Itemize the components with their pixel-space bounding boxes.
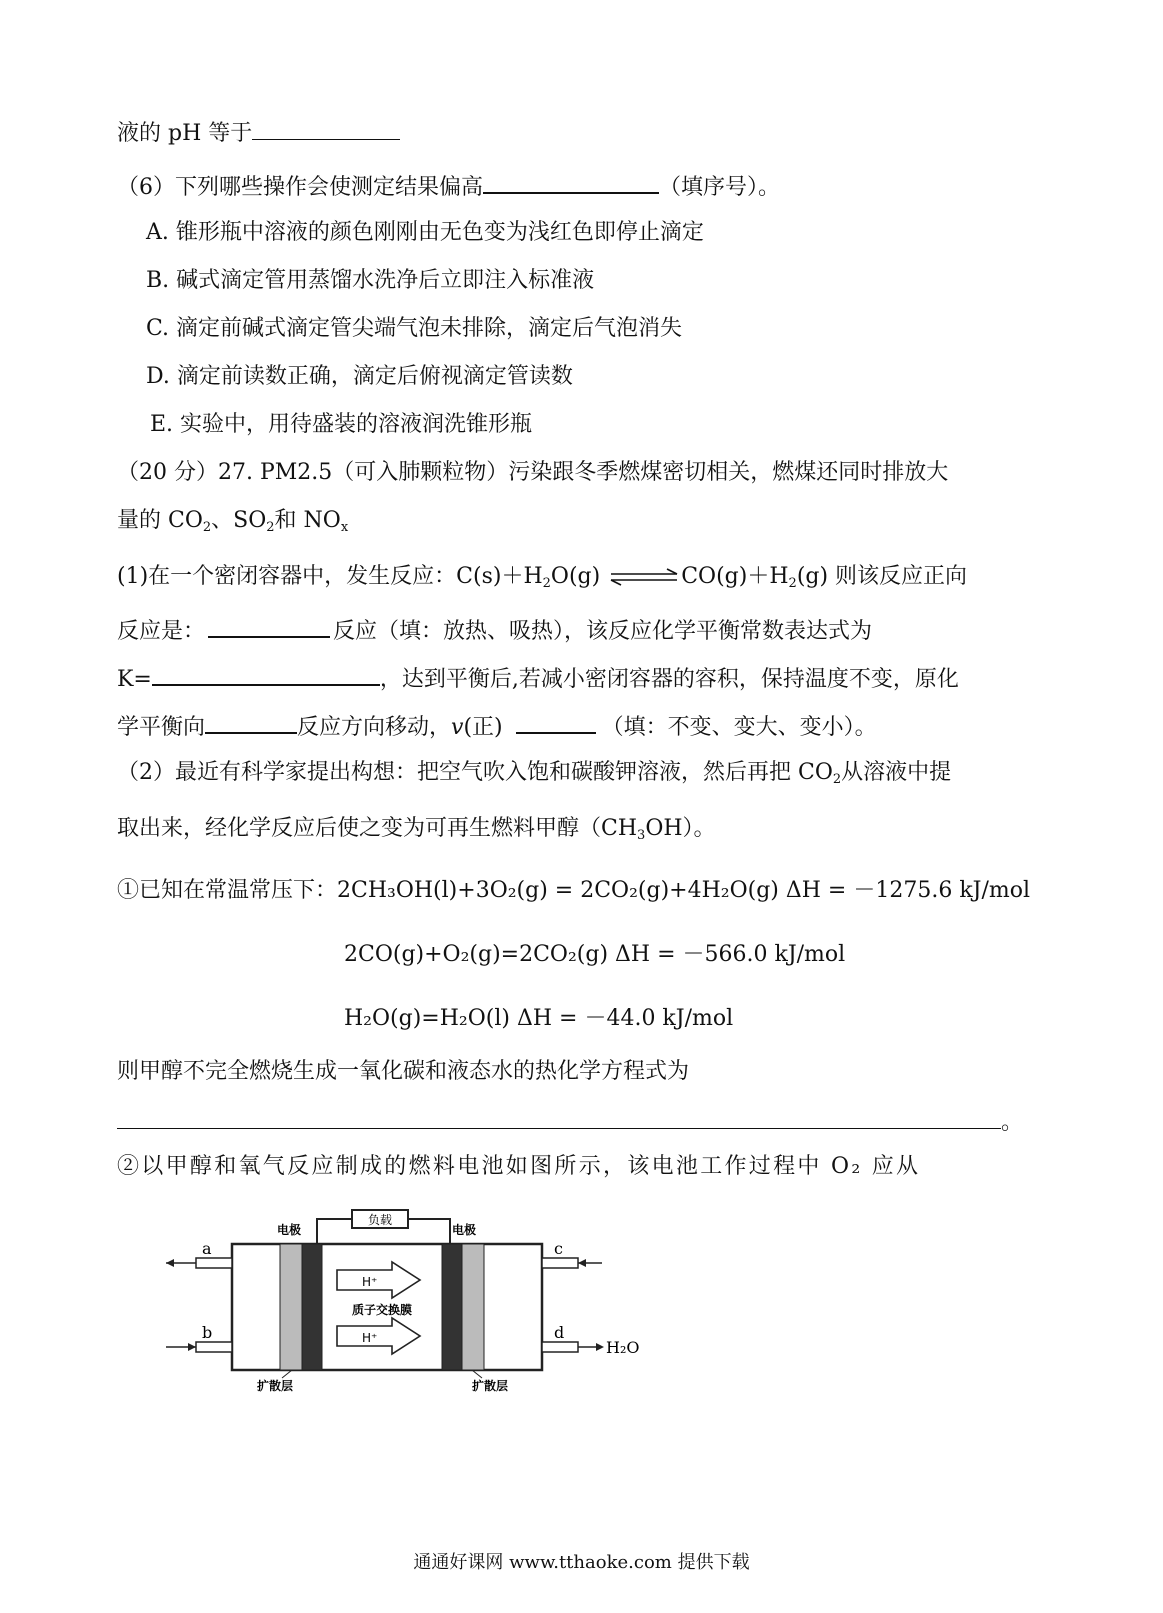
option-c: C. 滴定前碱式滴定管尖端气泡未排除，滴定后气泡消失	[146, 316, 683, 341]
svg-text:扩散层: 扩散层	[472, 1379, 509, 1393]
diffusion-layer-right	[462, 1244, 484, 1370]
part-2-line-1: （2）最近有科学家提出构想：把空气吹入饱和碳酸钾溶液，然后再把 $CO_2$从溶液中提	[117, 760, 952, 787]
diffusion-layer-left	[280, 1244, 302, 1370]
arrow-in-icon	[578, 1259, 586, 1267]
option-d: D. 滴定前读数正确，滴定后俯视滴定管读数	[146, 364, 573, 389]
part-1-line-2: 反应是： 反应（填：放热、吸热），该反应化学平衡常数表达式为	[117, 614, 872, 647]
answer-blank[interactable]	[117, 1106, 1001, 1129]
membrane-label: 质子交换膜	[351, 1303, 413, 1317]
part-1-line-4: 学平衡向 反应方向移动，v(正) （填：不变、变大、变小）。	[117, 710, 877, 743]
equation-1: ①已知在常温常压下：2CH₃OH(l)+3O₂(g) = 2CO₂(g)+4H₂O(g) ΔH = －1275.6 kJ/mol	[117, 878, 1031, 903]
svg-text:d: d	[554, 1323, 565, 1342]
equilibrium-arrow-icon	[609, 567, 679, 587]
question-27-intro: （20 分）27. PM2.5（可入肺颗粒物）污染跟冬季燃煤密切相关，燃煤还同时排放大	[117, 460, 949, 485]
question-6: （6）下列哪些操作会使测定结果偏高 （填序号）。	[117, 170, 780, 203]
svg-text:a: a	[202, 1239, 212, 1258]
answer-blank[interactable]	[152, 662, 380, 686]
arrow-out-icon	[596, 1343, 604, 1351]
part-2-line-2: 取出来，经化学反应后使之变为可再生燃料甲醇$(CH_3OH)$。	[117, 816, 716, 843]
svg-text:H⁺: H⁺	[362, 1331, 378, 1345]
electrode-left	[302, 1244, 322, 1370]
equation-3: H₂O(g)=H₂O(l) ΔH = －44.0 kJ/mol	[344, 1006, 734, 1031]
instruction-text: 则甲醇不完全燃烧生成一氧化碳和液态水的热化学方程式为	[117, 1059, 690, 1084]
page-footer: 通通好课网 www.tthaoke.com 提供下载	[413, 1552, 750, 1573]
option-a: A. 锥形瓶中溶液的颜色刚刚由无色变为浅红色即停止滴定	[146, 220, 704, 245]
svg-text:b: b	[202, 1323, 213, 1342]
answer-blank[interactable]	[483, 170, 659, 194]
question-2: ②以甲醇和氧气反应制成的燃料电池如图所示，该电池工作过程中 O₂ 应从	[117, 1154, 921, 1179]
option-b: B. 碱式滴定管用蒸馏水洗净后立即注入标准液	[146, 268, 595, 293]
electrode-right	[442, 1244, 462, 1370]
line-ph: 液的 pH 等于	[117, 117, 400, 149]
answer-blank[interactable]	[516, 710, 596, 734]
arrow-out-icon	[166, 1259, 174, 1267]
question-27-intro-2: 量的 $CO_2$、$SO_2$和 $NO_x$	[117, 508, 349, 535]
option-e: E. 实验中，用待盛装的溶液润洗锥形瓶	[150, 412, 533, 437]
load-label: 负载	[367, 1213, 393, 1227]
fuel-cell-diagram	[162, 1206, 662, 1396]
water-label: H₂O	[606, 1338, 640, 1357]
equation-2: 2CO(g)+O₂(g)=2CO₂(g) ΔH = －566.0 kJ/mol	[344, 942, 846, 967]
svg-text:H⁺: H⁺	[362, 1275, 378, 1289]
svg-text:电极: 电极	[277, 1223, 302, 1237]
part-1-reaction: (1)在一个密闭容器中，发生反应：$C(s)+H_2O(g)$ $CO(g)+H_2(g)$ 则该反应正向	[117, 564, 968, 591]
svg-text:扩散层: 扩散层	[257, 1379, 294, 1393]
svg-text:电极: 电极	[452, 1223, 477, 1237]
answer-blank[interactable]	[205, 710, 297, 734]
proton-arrow-icon	[337, 1262, 420, 1298]
answer-blank[interactable]	[252, 117, 400, 140]
arrow-in-icon	[188, 1343, 196, 1351]
part-1-line-3: K= ，达到平衡后,若减小密闭容器的容积，保持温度不变，原化	[117, 662, 959, 695]
long-answer-line: 。	[117, 1106, 1023, 1138]
answer-blank[interactable]	[208, 614, 330, 638]
proton-arrow-icon	[337, 1318, 420, 1354]
svg-text:c: c	[554, 1239, 563, 1258]
